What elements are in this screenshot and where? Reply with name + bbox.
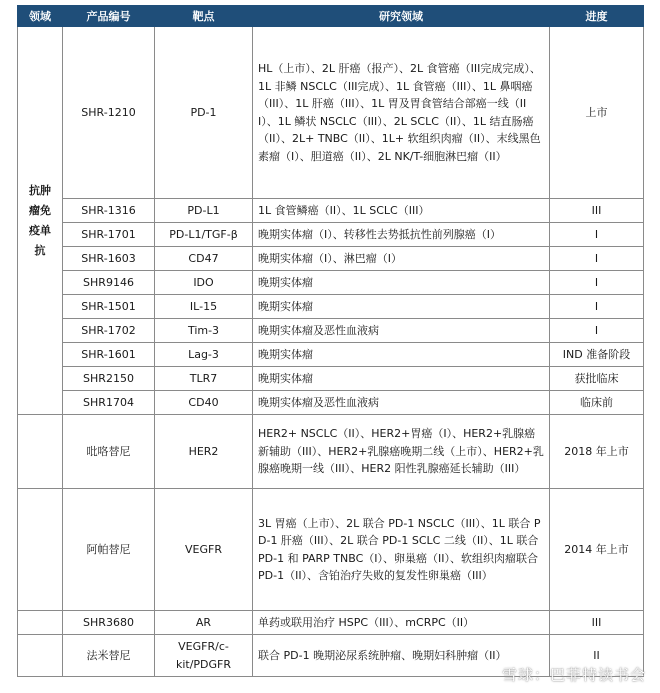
field-blank xyxy=(18,415,63,489)
progress: I xyxy=(550,223,644,247)
product-code: 法米替尼 xyxy=(63,635,155,677)
product-code: SHR-1603 xyxy=(63,247,155,271)
target: IDO xyxy=(155,271,253,295)
watermark: 雪球：巴菲特读书会 xyxy=(501,666,646,684)
research-area: 联合 PD-1 晚期泌尿系统肿瘤、晚期妇科肿瘤（II） xyxy=(253,635,550,677)
field-label: 抗肿瘤免疫单抗 xyxy=(18,27,63,415)
target: CD40 xyxy=(155,391,253,415)
product-code: 阿帕替尼 xyxy=(63,489,155,611)
product-code: SHR1704 xyxy=(63,391,155,415)
progress: I xyxy=(550,271,644,295)
table-row xyxy=(18,343,644,367)
table-row xyxy=(18,367,644,391)
table-row xyxy=(18,319,644,343)
target: Lag-3 xyxy=(155,343,253,367)
progress: 2014 年上市 xyxy=(550,489,644,611)
target: PD-L1 xyxy=(155,199,253,223)
header-research-area: 研究领域 xyxy=(253,6,550,27)
progress: 2018 年上市 xyxy=(550,415,644,489)
progress: IND 准备阶段 xyxy=(550,343,644,367)
field-blank xyxy=(18,489,63,611)
table-row xyxy=(18,27,644,199)
product-code: SHR-1701 xyxy=(63,223,155,247)
research-area: 晚期实体瘤 xyxy=(253,367,550,391)
product-code: SHR-1316 xyxy=(63,199,155,223)
research-area: HER2+ NSCLC（II）、HER2+胃癌（I）、HER2+乳腺癌新辅助（III）、HER2+乳腺癌晚期二线（上市）、HER2+乳腺癌晚期一线（III）、HER2 阳性乳腺癌延长辅助（III） xyxy=(253,415,550,489)
research-area: 晚期实体瘤及恶性血液病 xyxy=(253,391,550,415)
progress: I xyxy=(550,247,644,271)
header-progress: 进度 xyxy=(550,6,644,27)
table-row xyxy=(18,611,644,635)
product-code: SHR-1601 xyxy=(63,343,155,367)
table-header-row xyxy=(18,6,644,27)
table-row xyxy=(18,223,644,247)
table-row xyxy=(18,391,644,415)
table-row xyxy=(18,199,644,223)
product-code: 吡咯替尼 xyxy=(63,415,155,489)
research-area: 晚期实体瘤（I）、转移性去势抵抗性前列腺癌（I） xyxy=(253,223,550,247)
table-row xyxy=(18,415,644,489)
target: HER2 xyxy=(155,415,253,489)
research-area: 晚期实体瘤 xyxy=(253,271,550,295)
progress: III xyxy=(550,611,644,635)
target: VEGFR/c-kit/PDGFR xyxy=(155,635,253,677)
header-field: 领域 xyxy=(18,6,63,27)
progress: I xyxy=(550,295,644,319)
target: TLR7 xyxy=(155,367,253,391)
target: AR xyxy=(155,611,253,635)
target: Tim-3 xyxy=(155,319,253,343)
research-area: 晚期实体瘤 xyxy=(253,343,550,367)
header-target: 靶点 xyxy=(155,6,253,27)
research-area: 晚期实体瘤及恶性血液病 xyxy=(253,319,550,343)
target: IL-15 xyxy=(155,295,253,319)
target: PD-1 xyxy=(155,27,253,199)
progress: I xyxy=(550,319,644,343)
product-code: SHR-1501 xyxy=(63,295,155,319)
research-area: 晚期实体瘤（I）、淋巴瘤（I） xyxy=(253,247,550,271)
target: PD-L1/TGF-β xyxy=(155,223,253,247)
table-row xyxy=(18,295,644,319)
table-row xyxy=(18,247,644,271)
pipeline-table xyxy=(17,5,644,677)
product-code: SHR3680 xyxy=(63,611,155,635)
research-area: 晚期实体瘤 xyxy=(253,295,550,319)
research-area: 1L 食管鳞癌（II）、1L SCLC（III） xyxy=(253,199,550,223)
progress: III xyxy=(550,199,644,223)
research-area: 3L 胃癌（上市）、2L 联合 PD-1 NSCLC（III）、1L 联合 PD-1 肝癌（III）、2L 联合 PD-1 SCLC 二线（II）、1L 联合 PD-1 和 PARP TNBC（I）、卵巢癌（II）、软组织肉瘤联合 PD-1（II）、含铂治疗失败的复发性卵巢癌（III） xyxy=(253,489,550,611)
progress: 临床前 xyxy=(550,391,644,415)
field-blank xyxy=(18,635,63,677)
target: CD47 xyxy=(155,247,253,271)
product-code: SHR-1210 xyxy=(63,27,155,199)
product-code: SHR9146 xyxy=(63,271,155,295)
research-area: 单药或联用治疗 HSPC（III）、mCRPC（II） xyxy=(253,611,550,635)
progress: 上市 xyxy=(550,27,644,199)
header-product-code: 产品编号 xyxy=(63,6,155,27)
research-area: HL（上市）、2L 肝癌（报产）、2L 食管癌（III完成完成）、1L 非鳞 NSCLC（III完成）、1L 食管癌（III）、1L 鼻咽癌（III）、1L 肝癌（III）、1L 胃及胃食管结合部癌一线（III）、1L 鳞状 NSCLC（III）、2L SCLC（II）、1L 结直肠癌（II）、2L+ TNBC（II）、1L+ 软组织肉瘤（II）、末线黑色素瘤（I）、胆道癌（II）、2L NK/T-细胞淋巴瘤（II） xyxy=(253,27,550,199)
product-code: SHR-1702 xyxy=(63,319,155,343)
progress: 获批临床 xyxy=(550,367,644,391)
pipeline-table-container xyxy=(17,5,643,677)
progress: II xyxy=(550,635,644,677)
product-code: SHR2150 xyxy=(63,367,155,391)
target: VEGFR xyxy=(155,489,253,611)
table-row xyxy=(18,489,644,611)
table-row xyxy=(18,271,644,295)
field-blank xyxy=(18,611,63,635)
